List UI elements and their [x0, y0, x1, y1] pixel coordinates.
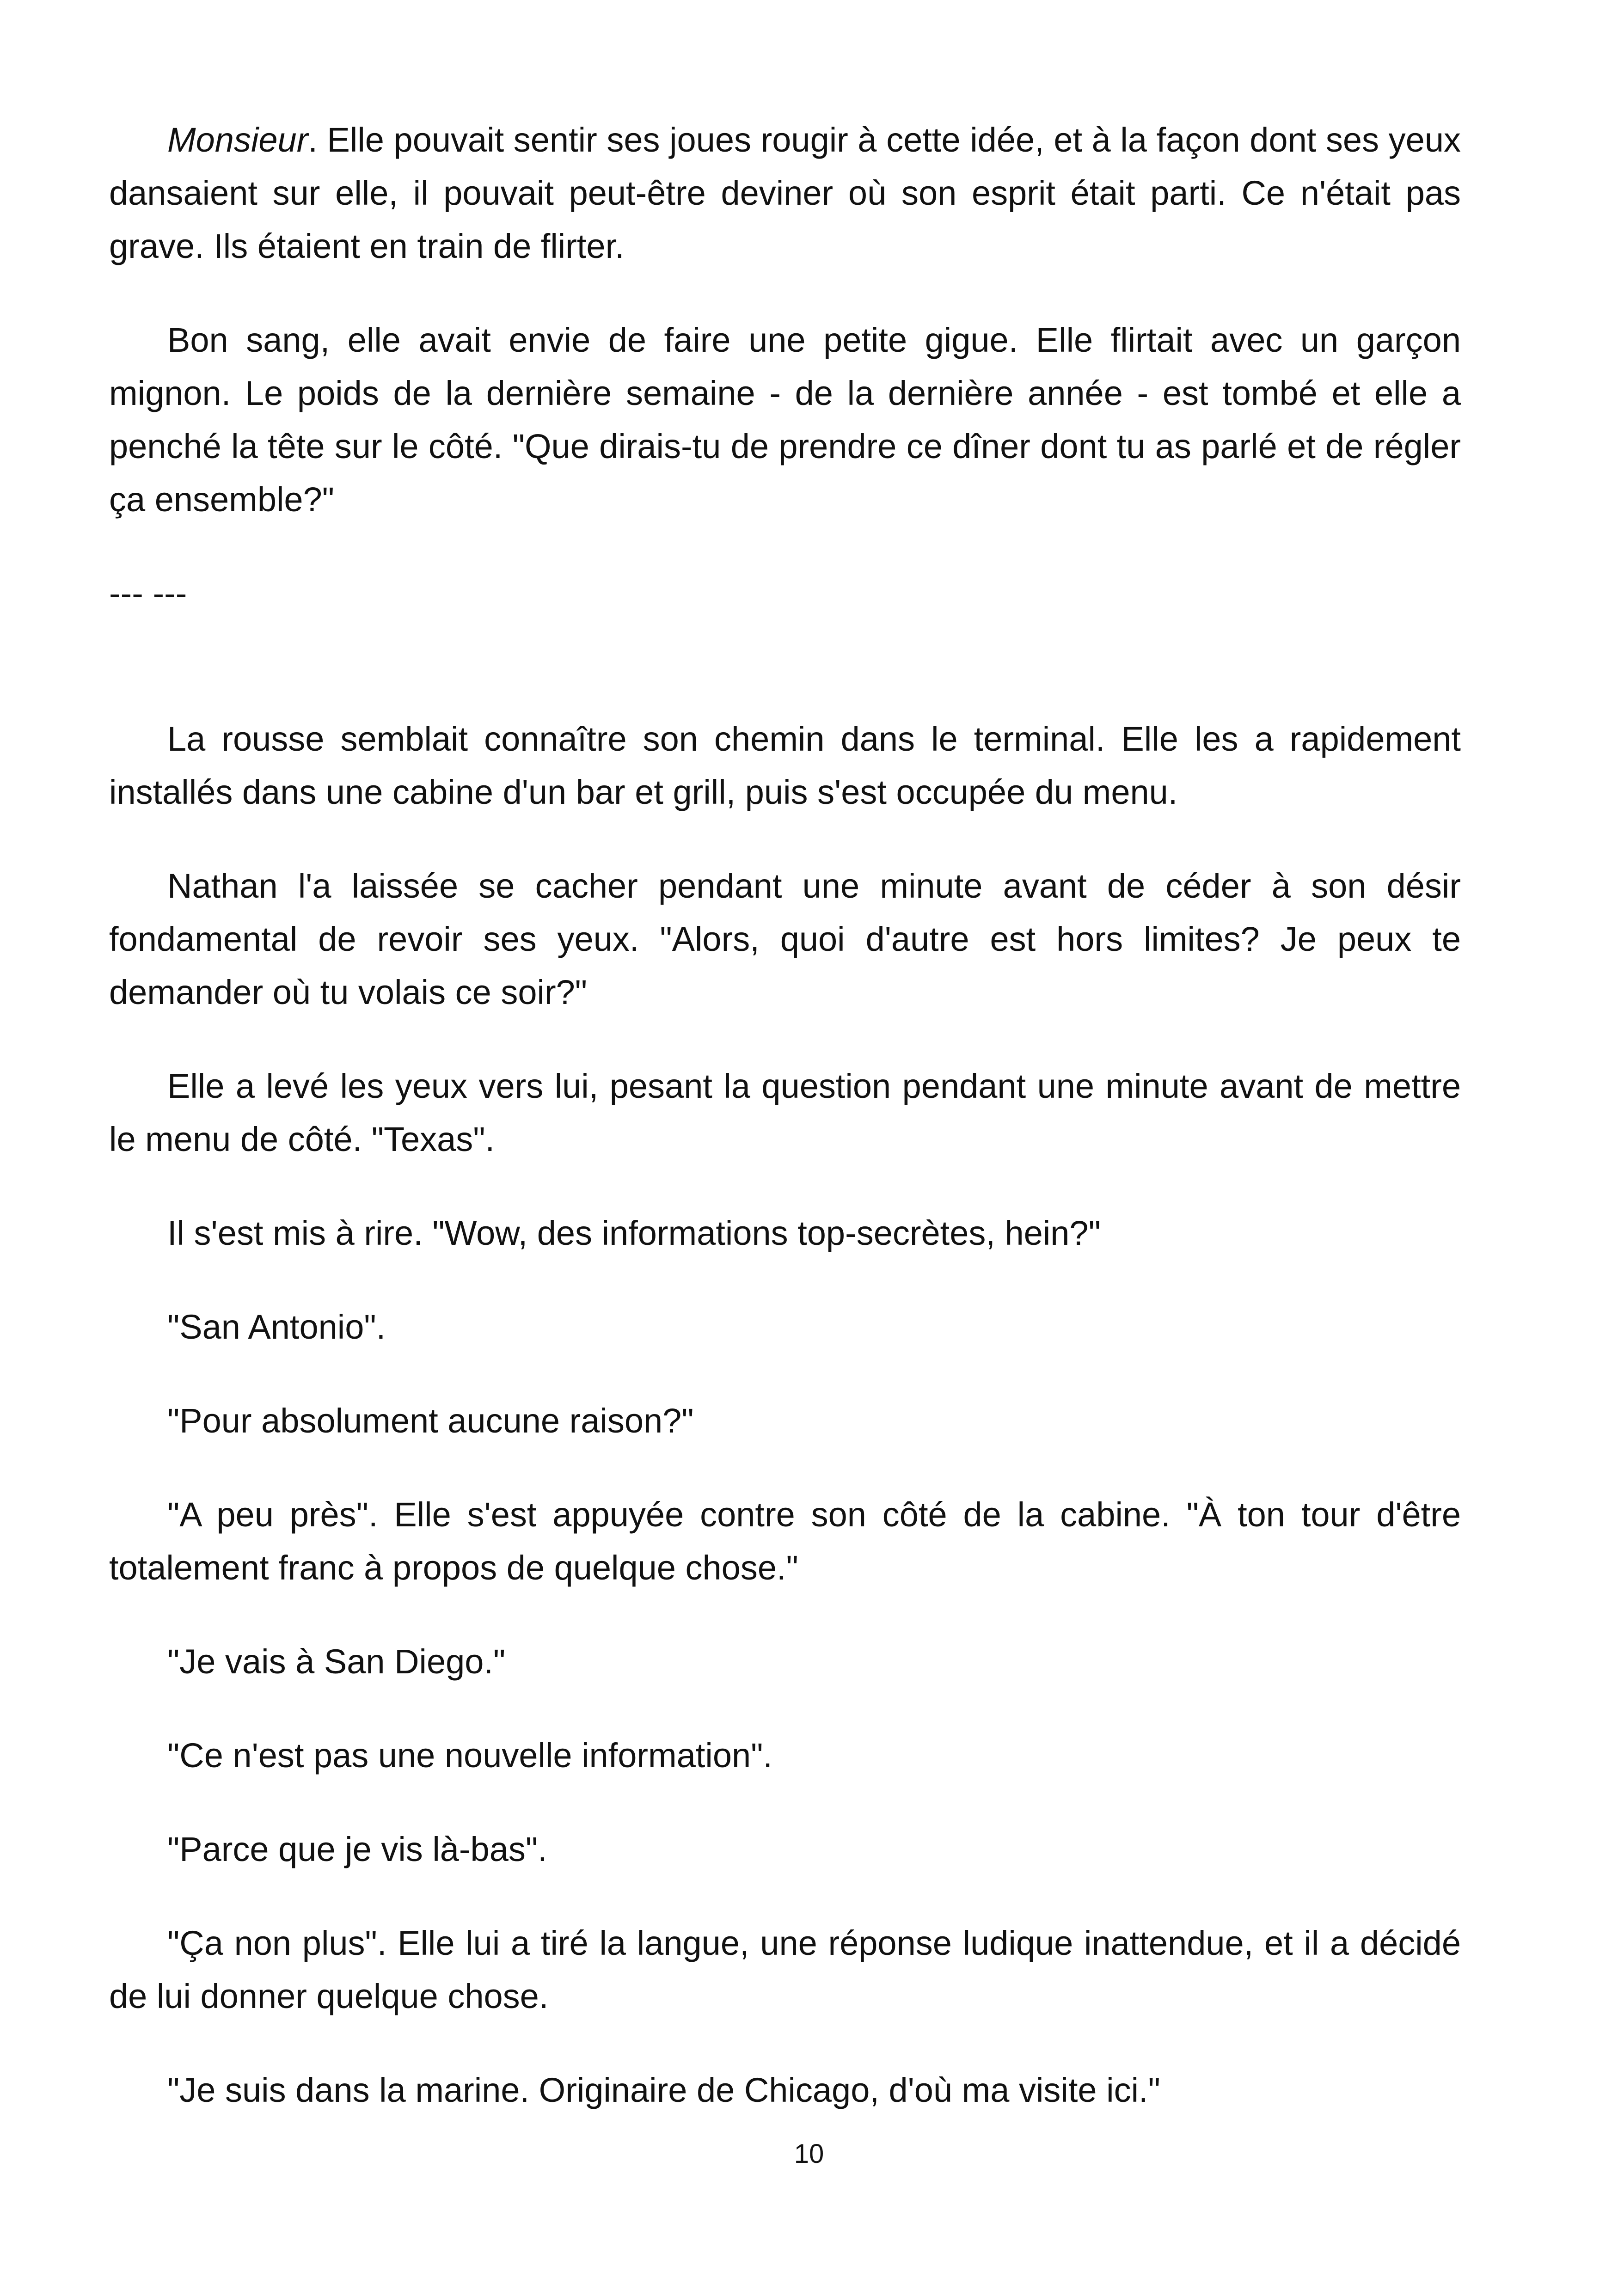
paragraph-13: "Ça non plus". Elle lui a tiré la langue, une réponse ludique inattendue, et il a décidé de lui donner quelque chose.: [109, 1924, 1461, 2015]
paragraph-11: "Ce n'est pas une nouvelle information".: [167, 1736, 772, 1775]
paragraph-4: Nathan l'a laissée se cacher pendant une minute avant de céder à son désir fondamental de revoir ses yeux. "Alors, quoi d'autre est hors limites? Je peux te demander où tu volais ce soir?": [109, 867, 1461, 1011]
page-number: 10: [794, 2139, 824, 2169]
paragraph-5: Elle a levé les yeux vers lui, pesant la question pendant une minute avant de mettre le menu de côté. "Texas".: [109, 1067, 1461, 1158]
scene-separator: --- ---: [109, 574, 187, 612]
paragraph-12: "Parce que je vis là-bas".: [167, 1830, 547, 1868]
page-body: [109, 113, 1461, 2117]
paragraph-8: "Pour absolument aucune raison?": [167, 1402, 694, 1440]
paragraph-9: "A peu près". Elle s'est appuyée contre son côté de la cabine. "À ton tour d'être totalement franc à propos de quelque chose.": [109, 1495, 1461, 1587]
paragraph-3: La rousse semblait connaître son chemin dans le terminal. Elle les a rapidement installés dans une cabine d'un bar et grill, puis s'est occupée du menu.: [109, 720, 1461, 811]
paragraph-1-text: . Elle pouvait sentir ses joues rougir à cette idée, et à la façon dont ses yeux dansaient sur elle, il pouvait peut-être deviner où son esprit était parti. Ce n'était pas grave. Ils étaient en train de flirter.: [109, 121, 1461, 265]
emphasized-word: Monsieur: [167, 121, 308, 159]
paragraph-2: Bon sang, elle avait envie de faire une petite gigue. Elle flirtait avec un garçon mignon. Le poids de la dernière semaine - de la dernière année - est tombé et elle a penché la tête sur le côté. "Que dirais-tu de prendre ce dîner dont tu as parlé et de régler ça ensemble?": [109, 321, 1461, 519]
paragraph-10: "Je vais à San Diego.": [167, 1642, 506, 1681]
paragraph-6: Il s'est mis à rire. "Wow, des informations top-secrètes, hein?": [167, 1214, 1101, 1252]
paragraph-14: "Je suis dans la marine. Originaire de Chicago, d'où ma visite ici.": [167, 2071, 1160, 2109]
paragraph-1: [109, 113, 1461, 273]
paragraph-7: "San Antonio".: [167, 1308, 386, 1346]
